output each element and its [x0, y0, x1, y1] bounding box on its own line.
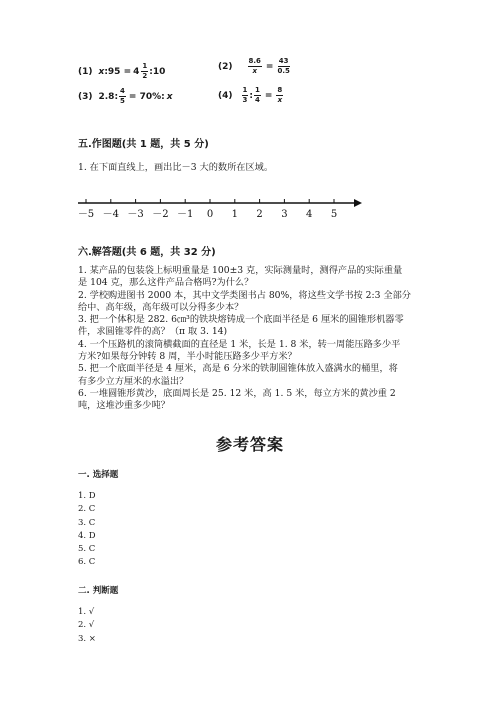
numerator: 8	[277, 86, 283, 94]
section-5-title: 五.作图题(共 1 题，共 5 分)	[78, 139, 209, 150]
number-line-label: －2	[152, 209, 169, 220]
section-6-title: 六.解答题(共 6 题，共 32 分)	[78, 247, 216, 258]
text-line: 方米?如果每分钟转 8 周，半小时能压路多少平方米？	[78, 351, 297, 363]
arrow-head-icon	[354, 199, 362, 207]
fraction	[276, 87, 283, 104]
variable: x	[98, 66, 105, 77]
number-line-label: 2	[256, 209, 263, 220]
fraction	[254, 87, 261, 104]
equation-number: (2)	[218, 61, 233, 72]
number-line-label: －4	[102, 209, 119, 220]
text-line: 给中、高年级，高年级可以分得多少本？	[78, 301, 244, 313]
colon: :	[249, 90, 253, 101]
equation-number: (3)	[78, 91, 93, 102]
text-line: 有多少立方厘米的水溢出？	[78, 375, 189, 387]
answer-item: 5. C	[78, 544, 96, 555]
equals-sign: =	[265, 61, 274, 72]
equation-4	[218, 87, 284, 104]
denominator: 4	[254, 96, 260, 104]
mixed-number-int: 4	[133, 66, 140, 77]
text-line: 3. 把一个体积是 282. 6㎝³的铁块熔铸成一个底面半径是 6 厘米的圆锥形机器零	[78, 314, 404, 326]
equation-text: :95 =	[104, 66, 132, 77]
denominator: x	[252, 67, 257, 75]
fraction	[248, 58, 262, 75]
fraction	[242, 87, 249, 104]
answer-item: 6. C	[78, 557, 96, 568]
answer-item: 2. √	[78, 620, 95, 631]
equation-number: (1)	[78, 66, 93, 77]
equation-text: = 70%:	[128, 91, 165, 102]
section-6-body	[78, 265, 411, 413]
denominator: 0.5	[277, 67, 290, 75]
numerator: 43	[278, 57, 289, 65]
number-line-label: 0	[206, 209, 214, 220]
number-line-label: 1	[231, 209, 238, 220]
numerator: 4	[120, 87, 125, 95]
choice-section-title: 一. 选择题	[78, 470, 119, 480]
number-line-label: 5	[330, 209, 338, 220]
text-line: 1. 某产品的包装袋上标明重量是 100±3 克，实际测量时，测得产品的实际重量	[78, 265, 403, 276]
denominator: 3	[242, 96, 248, 104]
answer-item: 1. D	[78, 491, 96, 501]
equation-text: :10	[149, 66, 166, 77]
text-line: 5. 把一个底面半径是 4 厘米，高是 6 分米的铁制圆锥体放入盛满水的桶里，将	[78, 363, 398, 375]
number-line	[74, 194, 364, 222]
answer-item: 3. C	[78, 517, 96, 528]
denominator: x	[277, 96, 283, 104]
number-line-label: 3	[281, 209, 288, 220]
answer-item: 4. D	[78, 530, 96, 541]
fraction	[119, 88, 126, 105]
fraction	[277, 58, 289, 75]
text-line: 2. 学校购进图书 2000 本，其中文学类图书占 80%，将这些文学书按 2:3 全部分	[78, 289, 411, 301]
equation-1	[78, 63, 165, 80]
numerator: 1	[254, 86, 260, 94]
answers-title: 参考答案	[215, 435, 284, 454]
text-line: 件，求圆锥零件的高？（π 取 3. 14)	[78, 326, 228, 338]
answer-item: 2. C	[78, 504, 96, 515]
number-line-label: －5	[77, 209, 95, 220]
denominator: 5	[120, 97, 125, 105]
equation-number: (4)	[218, 90, 233, 101]
number-line-label: 4	[306, 209, 313, 220]
equation-text: 2.8:	[98, 91, 119, 102]
numerator: 1	[142, 62, 148, 70]
numerator: 8.6	[248, 57, 261, 65]
section-5-question-1: 1. 在下面直线上，画出比－3 大的数所在区域。	[78, 162, 274, 173]
fraction	[141, 63, 148, 80]
equation-3	[78, 88, 173, 105]
answer-item: 1. √	[78, 607, 95, 617]
equals-sign: =	[264, 90, 273, 101]
text-line: 6. 一堆圆锥形黄沙，底面周长是 25. 12 米，高 1. 5 米，每立方米的黄沙重 2	[78, 387, 396, 399]
text-line: 吨，这堆沙重多少吨？	[78, 400, 170, 412]
answer-item: 3. ×	[78, 633, 96, 644]
denominator: 2	[142, 72, 148, 80]
numerator: 1	[242, 86, 248, 94]
judge-section-title: 二. 判断题	[78, 586, 119, 596]
text-line: 4. 一个压路机的滚筒横截面的直径是 1 米，长是 1. 8 米，转一周能压路多少平	[78, 338, 401, 350]
choice-answers	[78, 490, 96, 570]
number-line-label: －1	[177, 209, 194, 220]
text-line: 是 104 克，那么这件产品合格吗?为什么？	[78, 277, 254, 289]
number-line-label: －3	[127, 209, 144, 220]
judge-answers	[78, 606, 96, 646]
equation-2	[218, 58, 291, 75]
variable: x	[166, 91, 173, 102]
